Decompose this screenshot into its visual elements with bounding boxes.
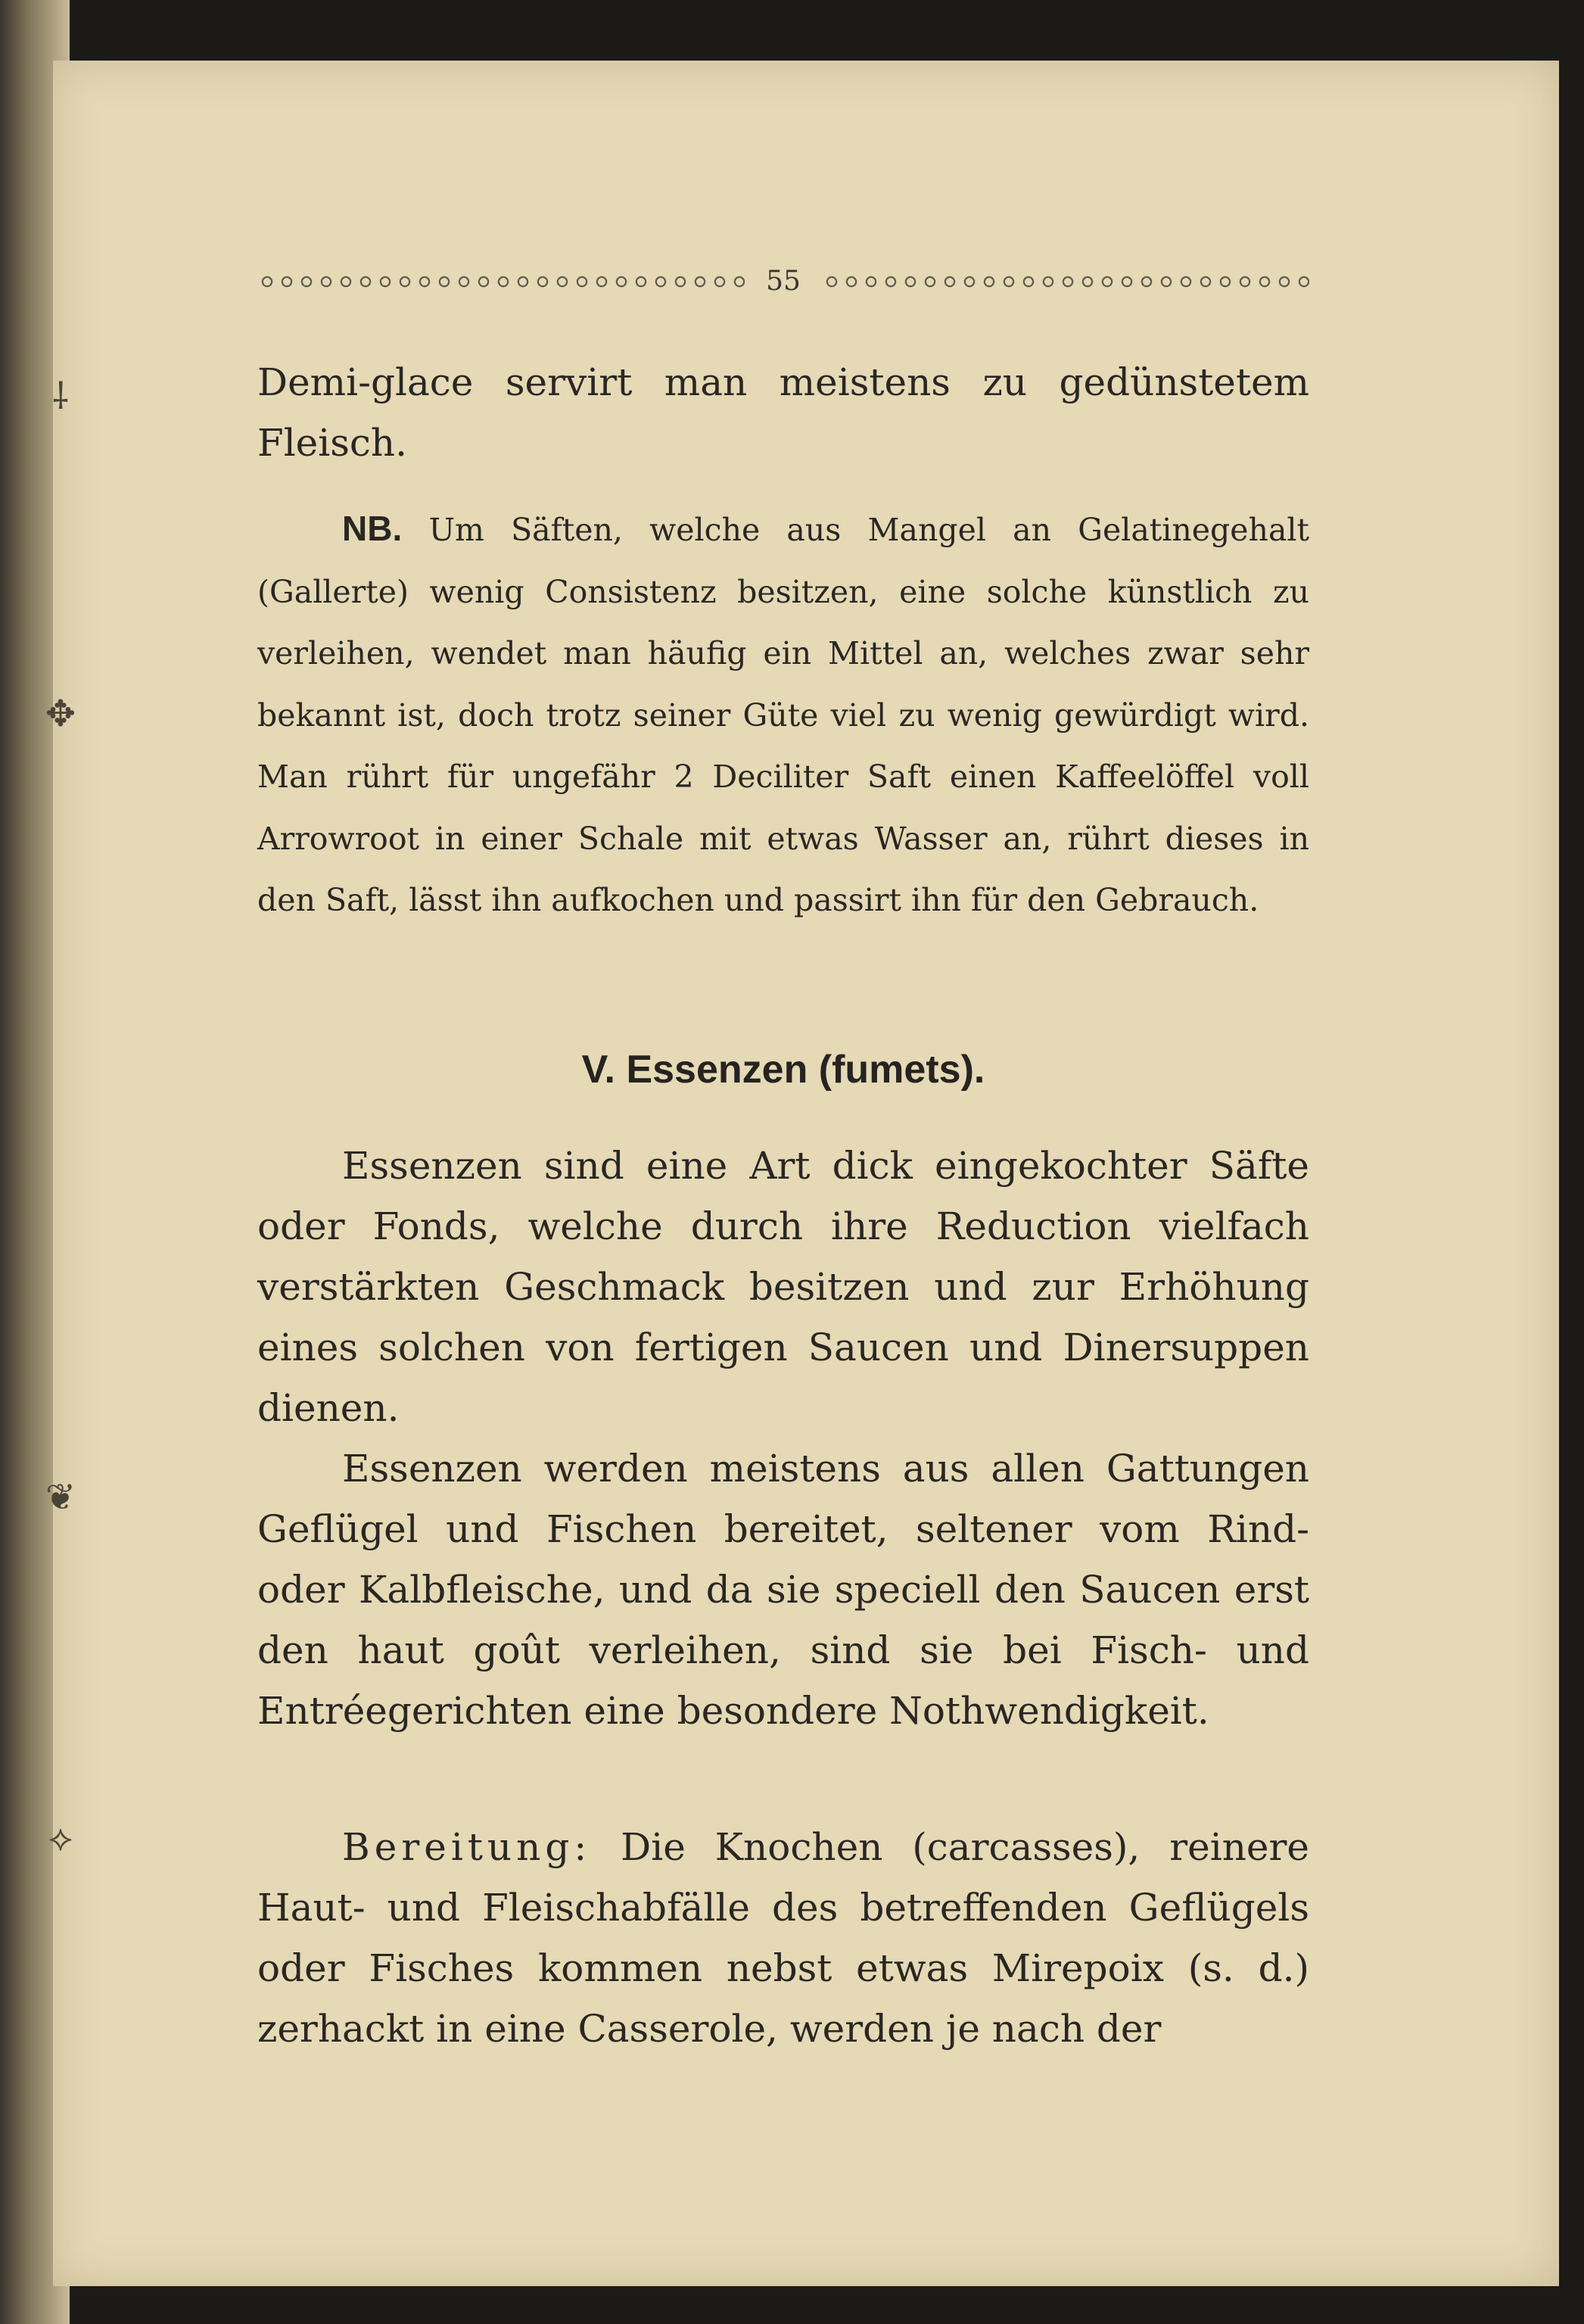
paragraph-text: Essenzen werden meistens aus allen Gattungen Geflügel und Fischen bereitet, seltener vom Rind- oder Kalbfleische, und da sie speciell den Saucen erst den haut goût verleihen, sind sie bei Fisch- und Entréegerichten eine besondere Nothwendigkeit. <box>257 1447 1309 1733</box>
running-head <box>257 261 1309 301</box>
binding-mark-3: ❦ <box>45 1476 76 1519</box>
ornament-left <box>257 273 745 289</box>
paragraph-text: Demi-glace servirt man meistens zu gedünstetem Fleisch. <box>257 360 1309 465</box>
paragraph-essenzen-usage <box>257 1438 1309 1741</box>
bereitung-label: Bereitung: <box>342 1825 592 1869</box>
paragraph-bereitung <box>257 1817 1309 2059</box>
paragraph-nb <box>257 498 1309 932</box>
ornament-right <box>822 273 1309 289</box>
nb-paragraph <box>257 498 1309 932</box>
page-number: 55 <box>766 265 801 297</box>
section-heading: V. Essenzen (fumets). <box>581 1048 985 1092</box>
binding-mark-4: ⟡ <box>48 1817 73 1859</box>
bereitung-paragraph <box>257 1817 1309 2059</box>
nb-label: NB. <box>342 509 403 548</box>
binding-mark-1: ⸸ <box>51 375 70 418</box>
paragraph-essenzen-definition <box>257 1136 1309 1438</box>
paragraph-text: Essenzen sind eine Art dick eingekochter Säfte oder Fonds, welche durch ihre Reduction vielfach verstärkten Geschmack besitzen und zur Erhöhung eines solchen von fertigen Saucen und Dinersuppen dienen. <box>257 1144 1309 1430</box>
nb-text: Um Säften, welche aus Mangel an Gelatinegehalt (Gallerte) wenig Consistenz besitzen, eine solche künstlich zu verleihen, wendet man häufig ein Mittel an, welches zwar sehr bekannt ist, doch trotz seiner Güte viel zu wenig gewürdigt wird. Man rührt für ungefähr 2 Deciliter Saft einen Kaffeelöffel voll Arrowroot in einer Schale mit etwas Wasser an, rührt dieses in den Saft, lässt ihn aufkochen und passirt ihn für den Gebrauch. <box>257 512 1309 918</box>
paragraph-demi-glace <box>257 352 1309 473</box>
bereitung-text: Die Knochen (carcasses), reinere Haut- und Fleischabfälle des betreffenden Geflügels oder Fisches kommen nebst etwas Mirepoix (s. d.) zerhackt in eine Casserole, werden je nach der <box>257 1825 1309 2051</box>
binding-mark-2: ✥ <box>45 693 76 735</box>
